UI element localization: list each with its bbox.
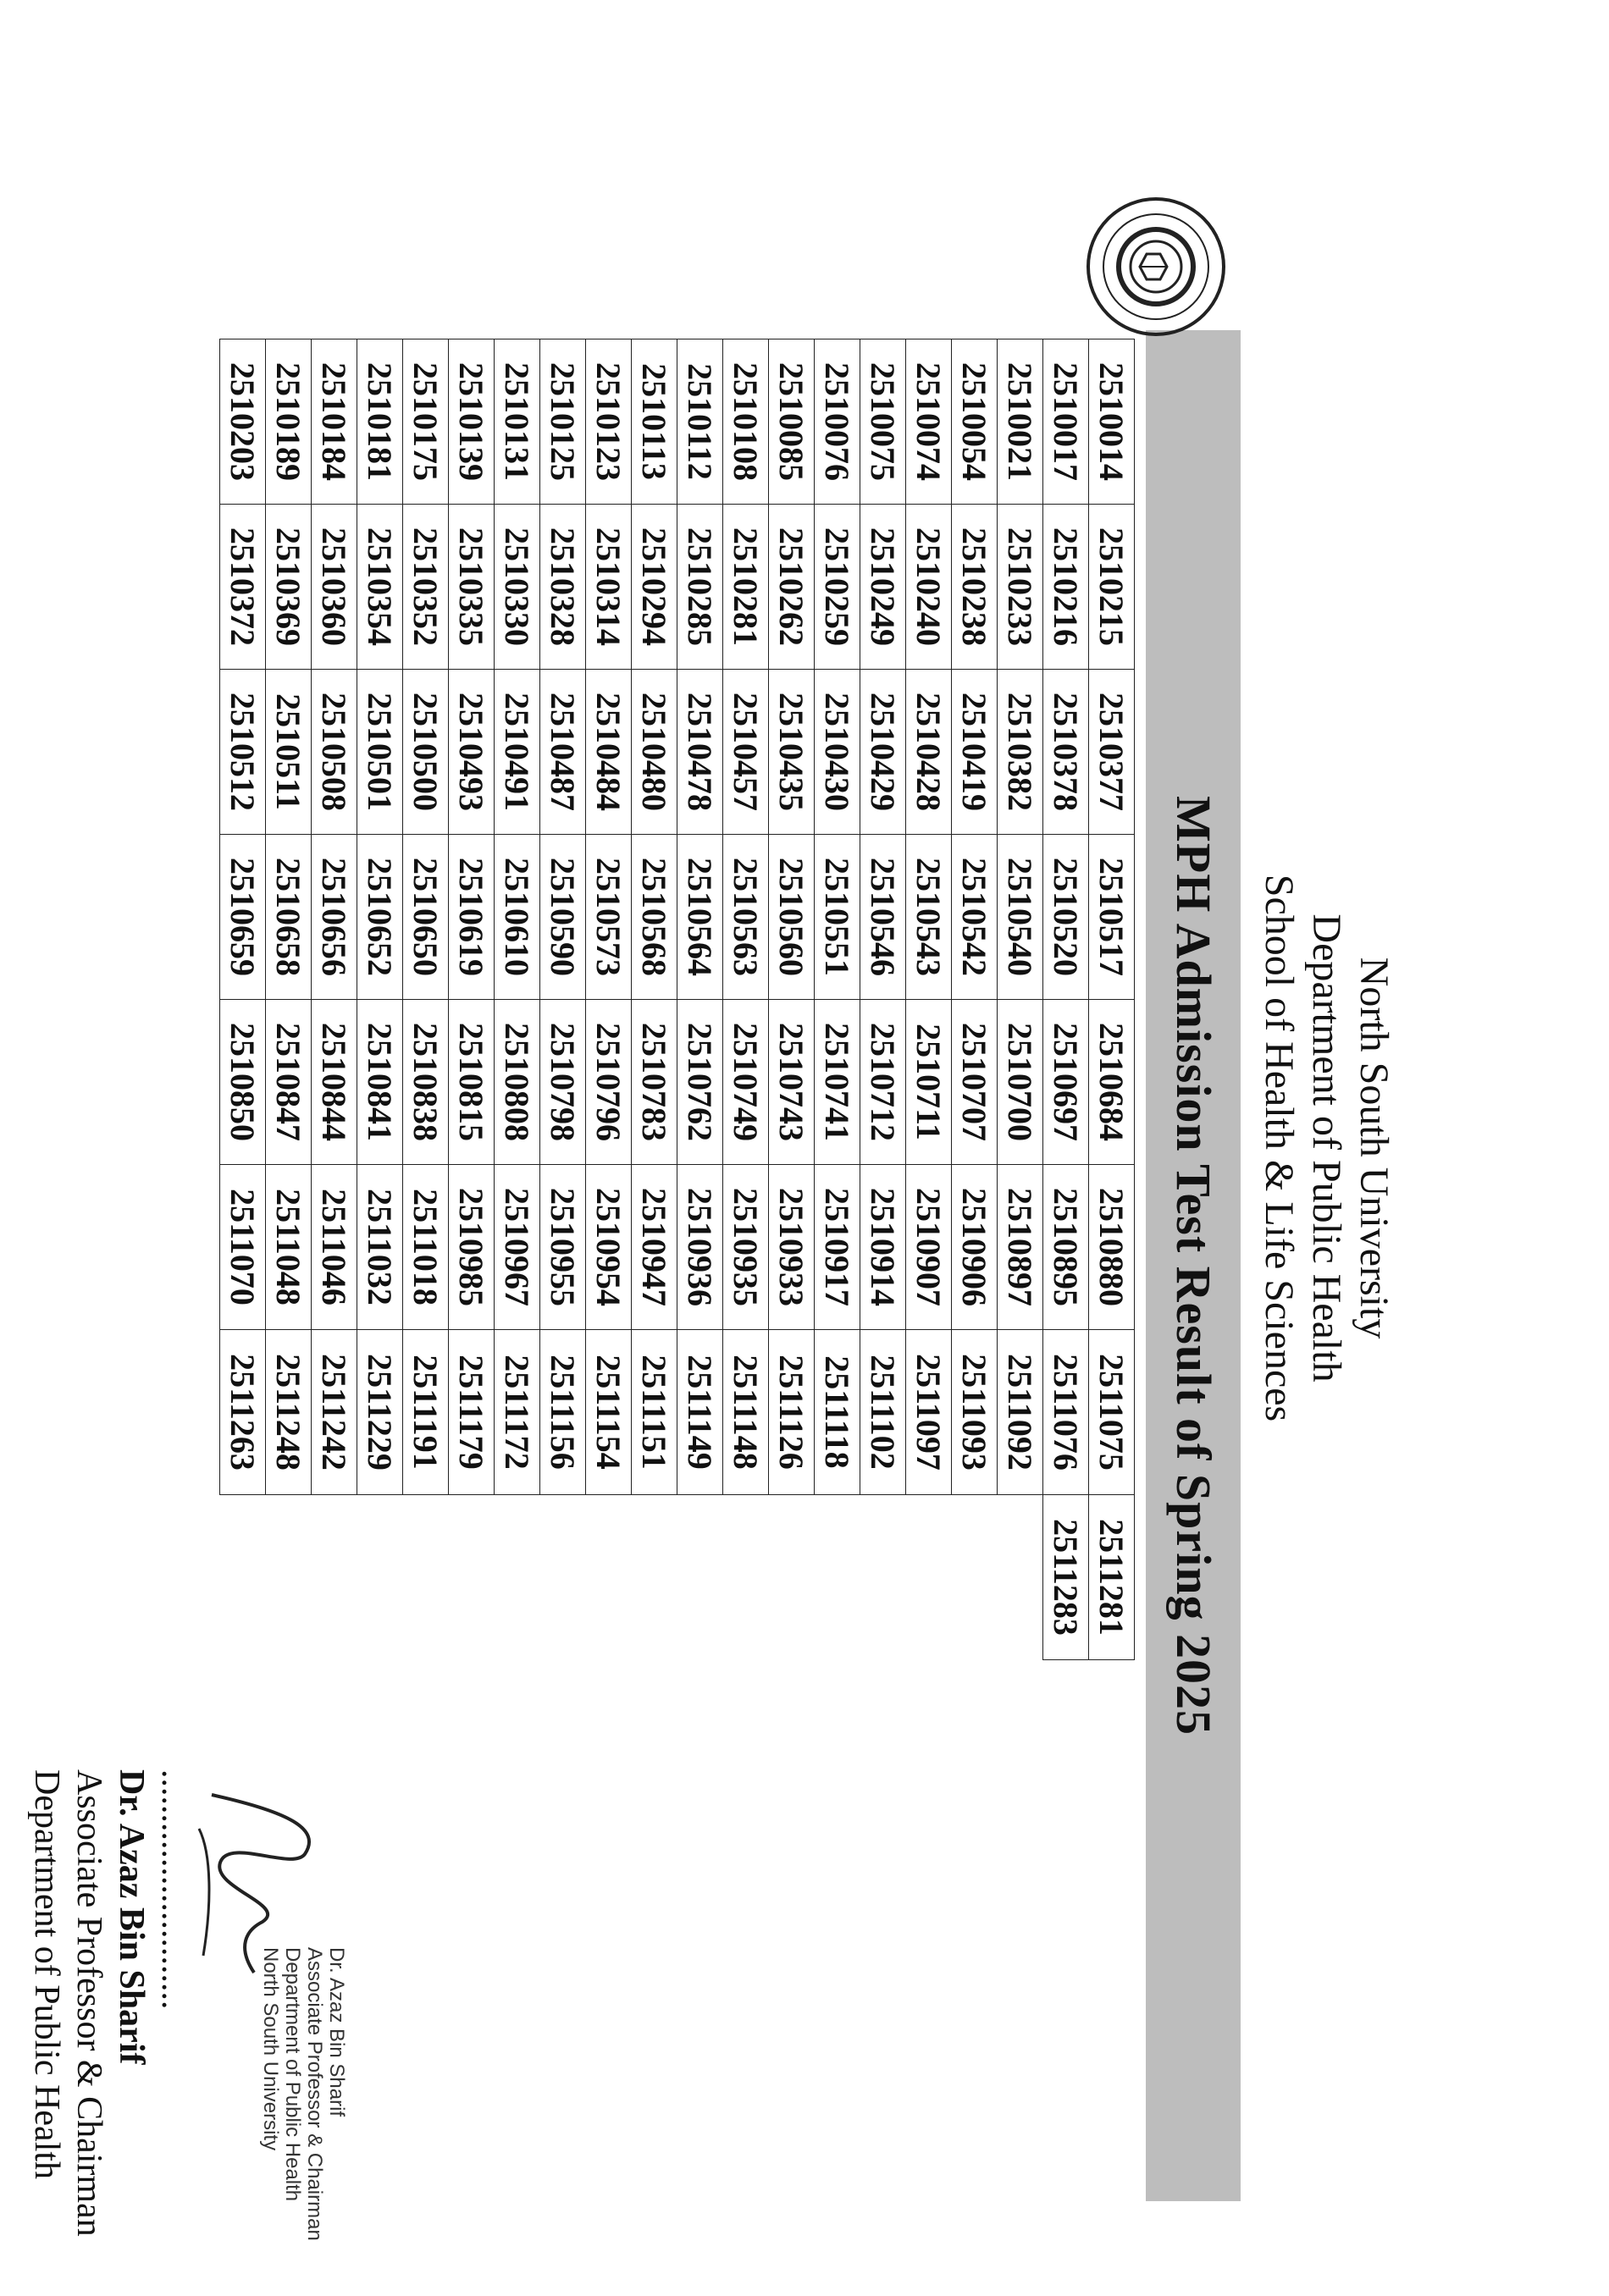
result-cell: 2511248 <box>266 1330 312 1495</box>
result-cell: 2510216 <box>1043 505 1089 670</box>
table-row <box>1043 339 1089 1660</box>
result-cell: 2510285 <box>677 505 723 670</box>
result-cell: 2510540 <box>998 835 1043 1000</box>
result-cell: 2510378 <box>1043 670 1089 835</box>
result-cell: 2510480 <box>632 670 677 835</box>
result-cell: 2510610 <box>495 835 540 1000</box>
result-cell: 2511070 <box>220 1165 266 1330</box>
table-row <box>769 339 815 1660</box>
result-cell: 2510880 <box>1089 1165 1135 1330</box>
result-cell: 2511093 <box>952 1330 998 1495</box>
result-cell: 2510573 <box>586 835 632 1000</box>
table-row <box>312 339 357 1660</box>
result-cell: 2510382 <box>998 670 1043 835</box>
result-cell: 2510955 <box>540 1165 586 1330</box>
result-cell: 2511242 <box>312 1330 357 1495</box>
result-cell: 2510546 <box>860 835 906 1000</box>
result-cell: 2510954 <box>586 1165 632 1330</box>
result-cell: 2510543 <box>906 835 952 1000</box>
result-cell: 2510500 <box>403 670 449 835</box>
result-cell: 2510712 <box>860 1000 906 1165</box>
result-cell: 2510501 <box>357 670 403 835</box>
result-cell: 2510314 <box>586 505 632 670</box>
result-cell: 2510428 <box>906 670 952 835</box>
title-banner <box>1146 330 1241 2201</box>
result-cell: 2510430 <box>815 670 860 835</box>
result-cell: 2510419 <box>952 670 998 835</box>
result-cell: 2511092 <box>998 1330 1043 1495</box>
result-cell: 2510815 <box>449 1000 495 1165</box>
table-row <box>449 339 495 1660</box>
result-cell: 2510125 <box>540 339 586 505</box>
result-cell: 2510233 <box>998 505 1043 670</box>
result-cell <box>769 1495 815 1660</box>
results-table <box>219 339 1135 1660</box>
result-cell: 2511281 <box>1089 1495 1135 1660</box>
result-cell: 2510907 <box>906 1165 952 1330</box>
result-cell <box>403 1495 449 1660</box>
result-cell: 2510936 <box>677 1165 723 1330</box>
result-cell: 2510847 <box>266 1000 312 1165</box>
result-cell: 2511148 <box>723 1330 769 1495</box>
result-cell: 2510796 <box>586 1000 632 1165</box>
result-cell: 2510700 <box>998 1000 1043 1165</box>
result-cell: 2510590 <box>540 835 586 1000</box>
result-cell <box>952 1495 998 1660</box>
result-cell: 2510659 <box>220 835 266 1000</box>
table-row <box>586 339 632 1660</box>
signatory-title: Associate Professor & Chairman <box>69 1769 108 2237</box>
result-cell: 2510076 <box>815 339 860 505</box>
result-cell: 2510249 <box>860 505 906 670</box>
result-cell: 2510517 <box>1089 835 1135 1000</box>
result-cell: 2510563 <box>723 835 769 1000</box>
result-cell: 2510542 <box>952 835 998 1000</box>
result-cell: 2510741 <box>815 1000 860 1165</box>
result-cell: 2510294 <box>632 505 677 670</box>
result-cell: 2510707 <box>952 1000 998 1165</box>
result-cell <box>312 1495 357 1660</box>
result-cell: 2511149 <box>677 1330 723 1495</box>
result-cell: 2510906 <box>952 1165 998 1330</box>
institution-block <box>1255 0 1397 2296</box>
document-header <box>1101 0 1609 2296</box>
result-cell: 2510749 <box>723 1000 769 1165</box>
table-row <box>266 339 312 1660</box>
result-cell: 2510335 <box>449 505 495 670</box>
result-cell: 2510917 <box>815 1165 860 1330</box>
result-cell: 2510508 <box>312 670 357 835</box>
result-cell: 2511283 <box>1043 1495 1089 1660</box>
result-cell: 2510262 <box>769 505 815 670</box>
result-cell: 2510560 <box>769 835 815 1000</box>
result-cell: 2510478 <box>677 670 723 835</box>
result-cell <box>495 1495 540 1660</box>
result-cell: 2510014 <box>1089 339 1135 505</box>
result-cell: 2510551 <box>815 835 860 1000</box>
result-cell <box>220 1495 266 1660</box>
result-cell: 2511118 <box>815 1330 860 1495</box>
result-cell: 2511076 <box>1043 1330 1089 1495</box>
school-name: School of Health & Life Sciences <box>1257 874 1302 1422</box>
table-row <box>952 339 998 1660</box>
result-cell: 2510372 <box>220 505 266 670</box>
university-logo-icon <box>1084 195 1228 339</box>
result-cell: 2510933 <box>769 1165 815 1330</box>
result-cell: 2510085 <box>769 339 815 505</box>
result-cell: 2510203 <box>220 339 266 505</box>
result-cell: 2510841 <box>357 1000 403 1165</box>
result-cell <box>815 1495 860 1660</box>
result-cell: 2510798 <box>540 1000 586 1165</box>
result-cell: 2510512 <box>220 670 266 835</box>
result-cell <box>449 1495 495 1660</box>
result-cell: 2511075 <box>1089 1330 1135 1495</box>
result-cell: 2511032 <box>357 1165 403 1330</box>
table-row <box>860 339 906 1660</box>
signatory-details <box>25 1769 195 2237</box>
result-cell: 2511126 <box>769 1330 815 1495</box>
result-cell: 2511018 <box>403 1165 449 1330</box>
result-cell: 2510175 <box>403 339 449 505</box>
result-cell: 2510328 <box>540 505 586 670</box>
result-cell: 2510568 <box>632 835 677 1000</box>
result-cell: 2510259 <box>815 505 860 670</box>
result-cell: 2510967 <box>495 1165 540 1330</box>
result-cell: 2510054 <box>952 339 998 505</box>
result-cell: 2511191 <box>403 1330 449 1495</box>
table-row <box>357 339 403 1660</box>
result-cell: 2511172 <box>495 1330 540 1495</box>
result-cell: 2510656 <box>312 835 357 1000</box>
result-cell: 2510658 <box>266 835 312 1000</box>
result-cell: 2511263 <box>220 1330 266 1495</box>
result-cell: 2510189 <box>266 339 312 505</box>
result-cell: 2510139 <box>449 339 495 505</box>
signatory-department: Department of Public Health <box>27 1769 66 2180</box>
result-cell <box>586 1495 632 1660</box>
result-cell: 2510021 <box>998 339 1043 505</box>
result-cell: 2510108 <box>723 339 769 505</box>
result-cell: 2510238 <box>952 505 998 670</box>
result-cell: 2510360 <box>312 505 357 670</box>
result-cell: 2510240 <box>906 505 952 670</box>
result-cell: 2510074 <box>906 339 952 505</box>
result-cell: 2510075 <box>860 339 906 505</box>
result-cell: 2510897 <box>998 1165 1043 1330</box>
result-cell: 2510947 <box>632 1165 677 1330</box>
result-cell <box>266 1495 312 1660</box>
signature-block <box>17 1769 356 2244</box>
result-cell: 2510429 <box>860 670 906 835</box>
university-name: North South University <box>1352 957 1396 1339</box>
result-cell: 2510808 <box>495 1000 540 1165</box>
stamp-department: Department of Public Health <box>281 1947 304 2202</box>
result-cell <box>723 1495 769 1660</box>
result-cell: 2510215 <box>1089 505 1135 670</box>
department-name: Department of Public Health <box>1304 913 1349 1383</box>
result-cell: 2510844 <box>312 1000 357 1165</box>
result-cell: 2510113 <box>632 339 677 505</box>
table-row <box>403 339 449 1660</box>
table-row <box>540 339 586 1660</box>
result-cell: 2511151 <box>632 1330 677 1495</box>
result-cell: 2510895 <box>1043 1165 1089 1330</box>
result-cell: 2510457 <box>723 670 769 835</box>
result-cell: 2510838 <box>403 1000 449 1165</box>
stamp-title: Associate Professor & Chairman <box>303 1947 326 2241</box>
result-cell: 2510650 <box>403 835 449 1000</box>
result-cell: 2510491 <box>495 670 540 835</box>
table-row <box>1089 339 1135 1660</box>
result-cell: 2510743 <box>769 1000 815 1165</box>
result-cell: 2510619 <box>449 835 495 1000</box>
result-cell: 2510369 <box>266 505 312 670</box>
table-row <box>677 339 723 1660</box>
result-cell <box>998 1495 1043 1660</box>
result-cell: 2510935 <box>723 1165 769 1330</box>
result-cell: 2511179 <box>449 1330 495 1495</box>
signature-dots: ........................... <box>154 1769 193 2010</box>
result-cell: 2510762 <box>677 1000 723 1165</box>
result-cell: 2510484 <box>586 670 632 835</box>
result-cell: 2510564 <box>677 835 723 1000</box>
stamp-name: Dr. Azaz Bin Sharif <box>325 1947 348 2117</box>
result-cell: 2510652 <box>357 835 403 1000</box>
result-cell: 2510123 <box>586 339 632 505</box>
table-row <box>723 339 769 1660</box>
result-cell: 2510377 <box>1089 670 1135 835</box>
result-cell: 2511229 <box>357 1330 403 1495</box>
result-cell <box>357 1495 403 1660</box>
result-cell <box>540 1495 586 1660</box>
result-cell: 2510487 <box>540 670 586 835</box>
result-cell: 2510783 <box>632 1000 677 1165</box>
result-cell: 2511048 <box>266 1165 312 1330</box>
signature-stamp <box>259 1947 347 2241</box>
result-cell: 2510184 <box>312 339 357 505</box>
result-cell: 2510850 <box>220 1000 266 1165</box>
result-cell: 2510493 <box>449 670 495 835</box>
result-cell: 2510985 <box>449 1165 495 1330</box>
result-cell: 2511046 <box>312 1165 357 1330</box>
result-title: MPH Admission Test Result of Spring 2025 <box>1166 796 1221 1736</box>
result-cell: 2510017 <box>1043 339 1089 505</box>
result-cell: 2510352 <box>403 505 449 670</box>
result-cell: 2510520 <box>1043 835 1089 1000</box>
result-cell: 2511156 <box>540 1330 586 1495</box>
result-cell: 2510131 <box>495 339 540 505</box>
result-cell: 2510281 <box>723 505 769 670</box>
table-row <box>906 339 952 1660</box>
result-cell: 2510914 <box>860 1165 906 1330</box>
signatory-name: Dr. Azaz Bin Sharif <box>112 1769 151 2065</box>
stamp-university: North South University <box>259 1947 282 2151</box>
result-cell: 2510697 <box>1043 1000 1089 1165</box>
result-cell: 2510330 <box>495 505 540 670</box>
result-cell: 2510354 <box>357 505 403 670</box>
result-cell: 2511102 <box>860 1330 906 1495</box>
table-row <box>632 339 677 1660</box>
table-row <box>220 339 266 1660</box>
table-row <box>815 339 860 1660</box>
result-cell: 2510435 <box>769 670 815 835</box>
result-cell <box>677 1495 723 1660</box>
result-cell: 2510711 <box>906 1000 952 1165</box>
result-cell: 2511154 <box>586 1330 632 1495</box>
result-cell: 2510511 <box>266 670 312 835</box>
result-cell <box>906 1495 952 1660</box>
result-cell: 2510684 <box>1089 1000 1135 1165</box>
result-cell <box>632 1495 677 1660</box>
table-row <box>495 339 540 1660</box>
table-row <box>998 339 1043 1660</box>
result-cell <box>860 1495 906 1660</box>
result-cell: 2510112 <box>677 339 723 505</box>
result-cell: 2510181 <box>357 339 403 505</box>
result-cell: 2511097 <box>906 1330 952 1495</box>
